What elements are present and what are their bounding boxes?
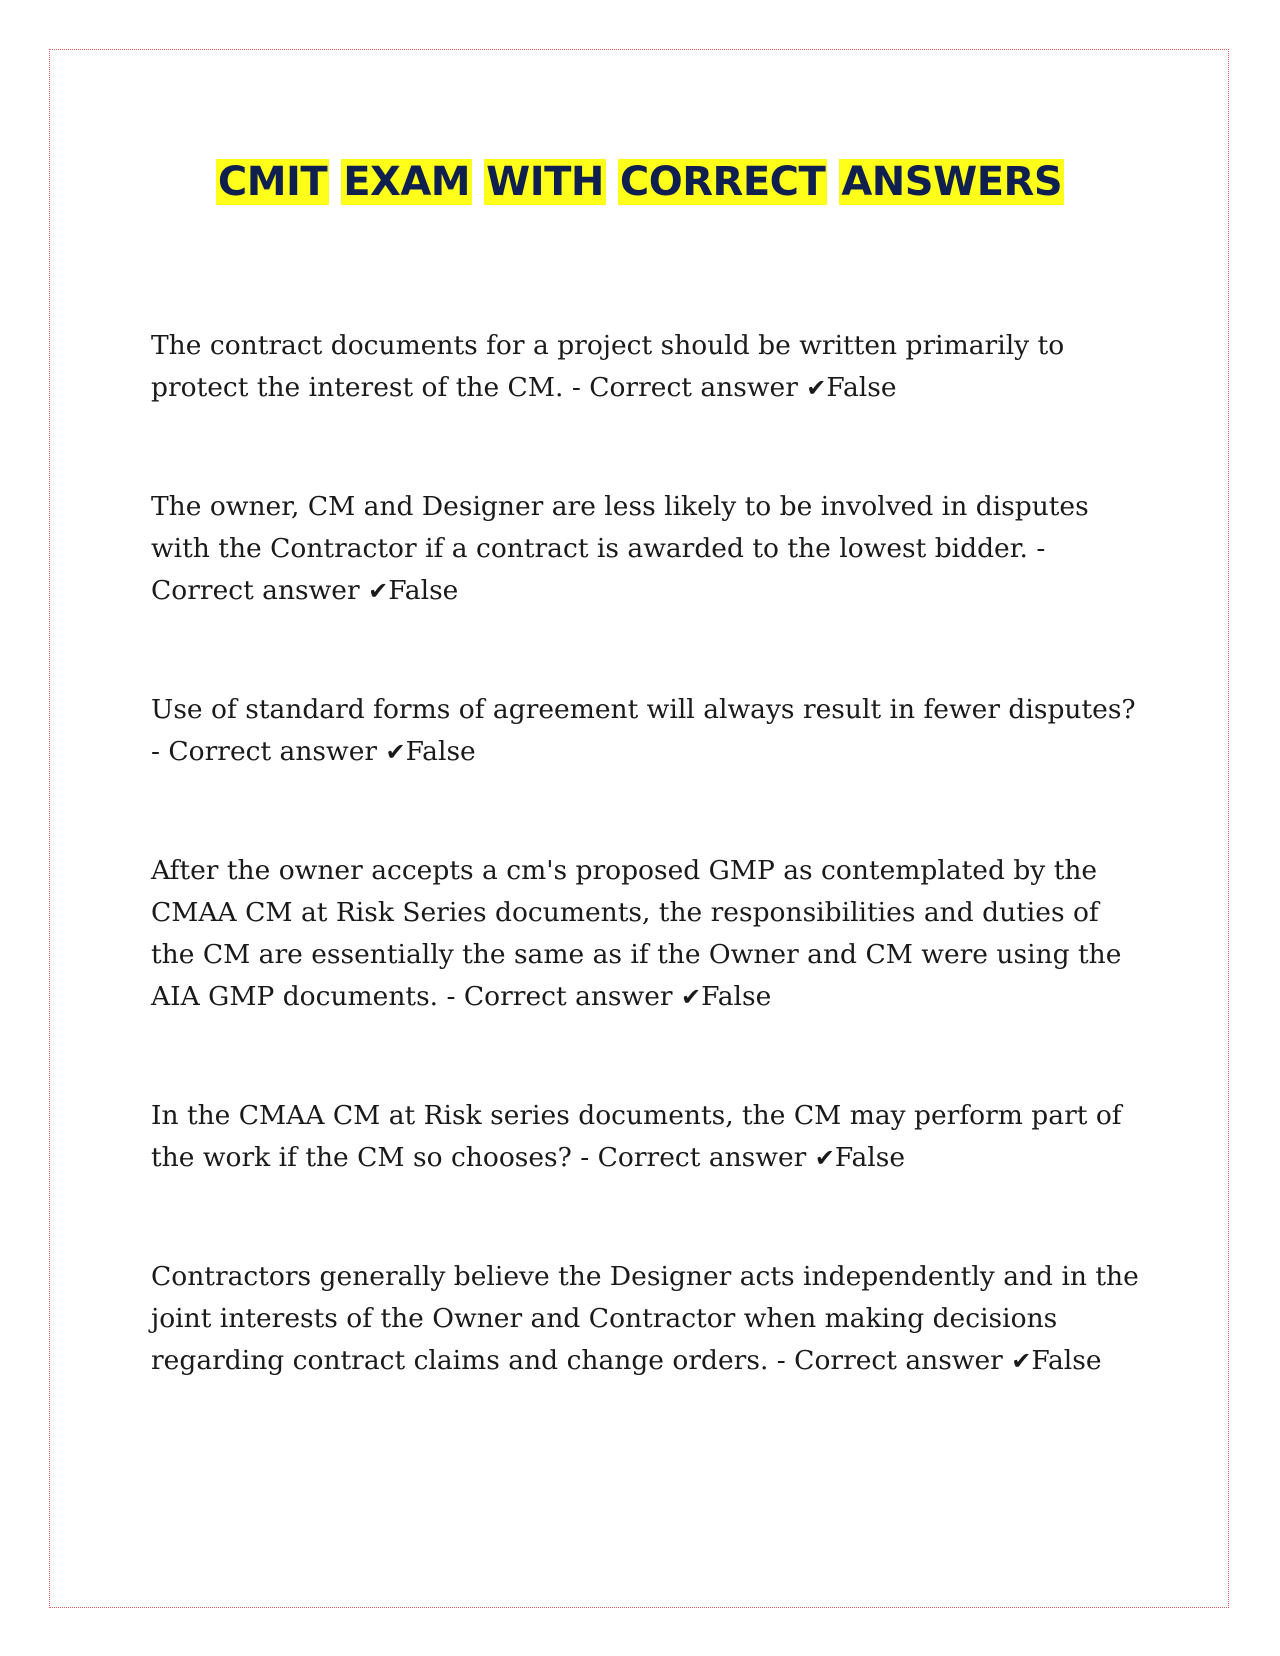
title-word: CMIT xyxy=(217,159,328,205)
question-text: Contractors generally believe the Designer acts independently and in the joint interests of the Owner and Contractor when making decisions regarding contract claims and change orders. - Correct answer xyxy=(151,1261,1139,1376)
checkmark-icon: ✔ xyxy=(681,983,702,1011)
qa-item xyxy=(151,486,1141,612)
title-word: ANSWERS xyxy=(841,159,1063,205)
checkmark-icon: ✔ xyxy=(385,738,406,766)
qa-list xyxy=(151,325,1141,1382)
question-text: The contract documents for a project should be written primarily to protect the interest of the CM. - Correct answer xyxy=(151,330,1065,403)
qa-item xyxy=(151,689,1141,773)
checkmark-icon: ✔ xyxy=(368,577,389,605)
answer-text: False xyxy=(405,736,476,767)
question-text: After the owner accepts a cm's proposed GMP as contemplated by the CMAA CM at Risk Series documents, the responsibilities and duties of the CM are essentially the same as if the Owner and CM were using the AIA GMP documents. - Correct answer xyxy=(151,855,1122,1012)
answer-text: False xyxy=(834,1142,906,1173)
answer-text: False xyxy=(1031,1345,1102,1376)
document-title xyxy=(216,150,1064,214)
qa-item xyxy=(151,325,1141,409)
title-word: WITH xyxy=(486,159,604,205)
qa-item xyxy=(151,1256,1141,1382)
answer-text: False xyxy=(826,372,897,403)
checkmark-icon: ✔ xyxy=(806,374,827,402)
answer-text: False xyxy=(701,981,772,1012)
answer-text: False xyxy=(388,575,459,606)
question-text: In the CMAA CM at Risk series documents, the CM may perform part of the work if the CM so chooses? - Correct answer xyxy=(151,1100,1122,1173)
question-text: The owner, CM and Designer are less likely to be involved in disputes with the Contractor if a contract is awarded to the lowest bidder. - Correct answer xyxy=(151,491,1089,606)
title-container xyxy=(0,150,1280,214)
qa-item xyxy=(151,1095,1141,1179)
checkmark-icon: ✔ xyxy=(814,1144,835,1172)
title-word: EXAM xyxy=(343,159,471,205)
question-text: Use of standard forms of agreement will always result in fewer disputes? - Correct answer xyxy=(151,694,1136,767)
checkmark-icon: ✔ xyxy=(1011,1347,1032,1375)
qa-item xyxy=(151,850,1141,1018)
title-word: CORRECT xyxy=(619,159,826,205)
